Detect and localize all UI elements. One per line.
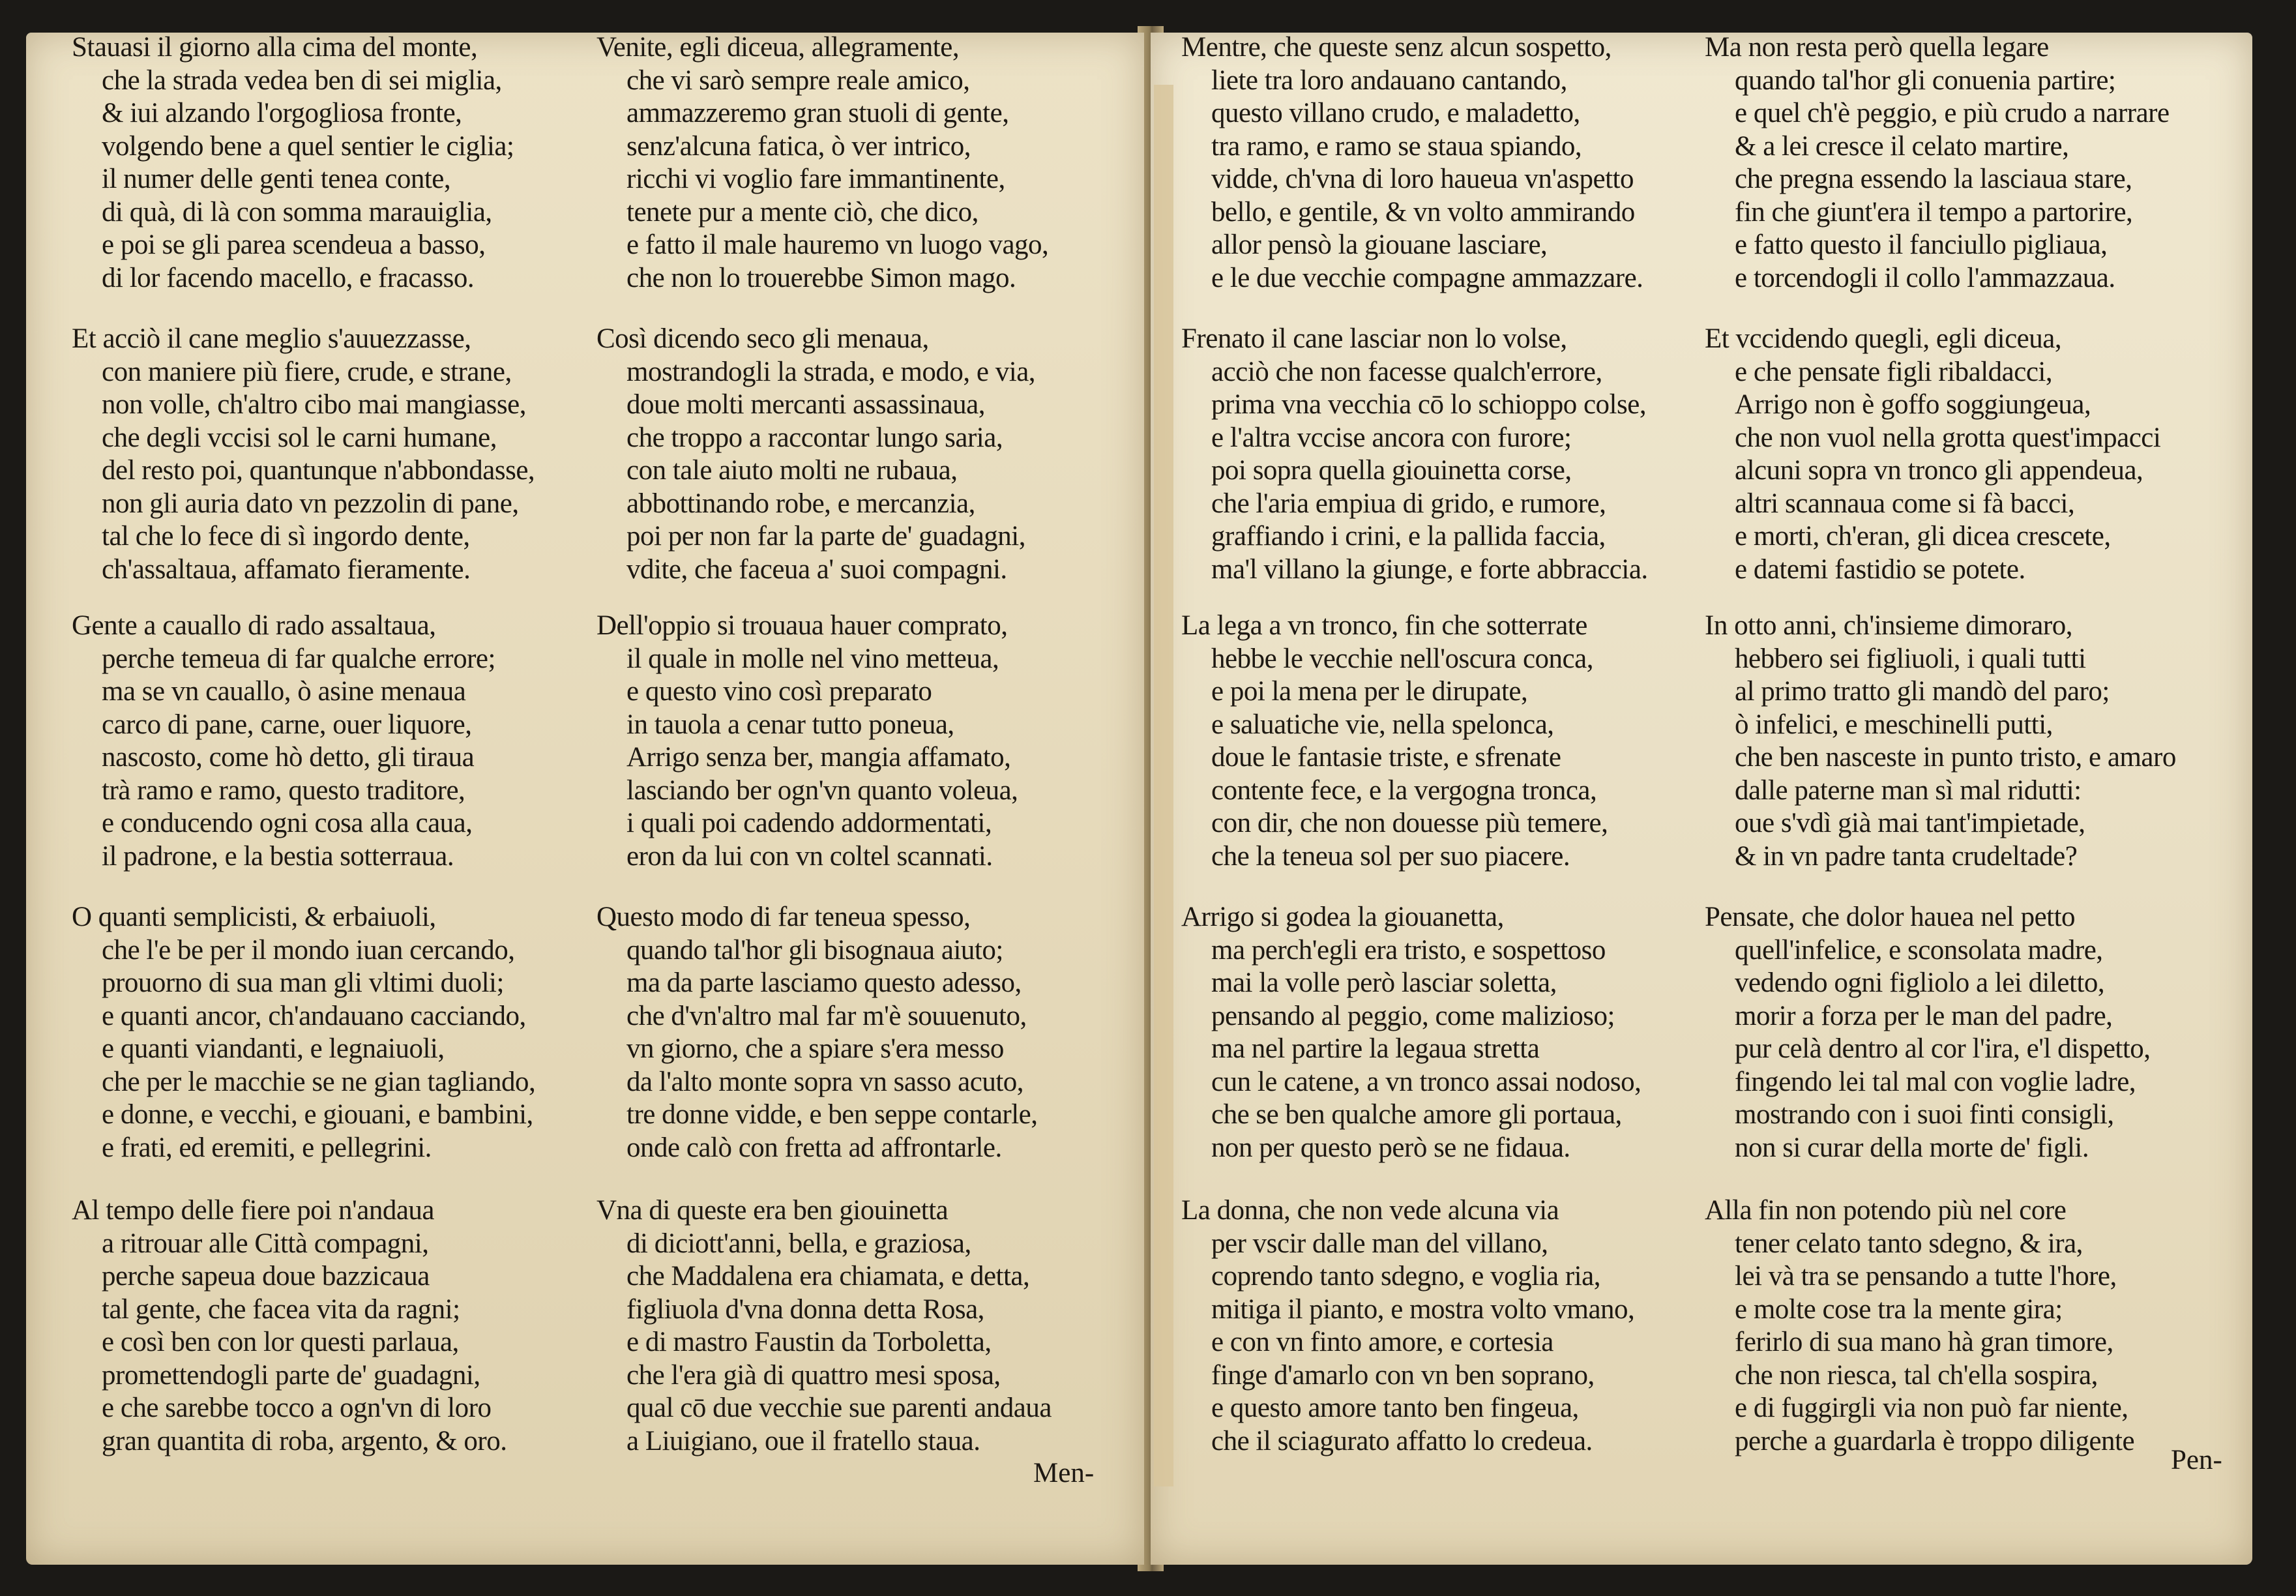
verse-line: mostrandogli la strada, e modo, e via, xyxy=(626,356,1036,387)
verse-line: che d'vn'altro mal far m'è souuenuto, xyxy=(626,1000,1027,1031)
verse-line: che la strada vedea ben di sei miglia, xyxy=(102,65,502,96)
verse-line: perche sapeua doue bazzicaua xyxy=(102,1261,430,1292)
verse-line: per vscir dalle man del villano, xyxy=(1211,1228,1548,1259)
verse-line: a Liuigiano, oue il fratello staua. xyxy=(626,1425,980,1456)
verse-line: ma da parte lasciamo questo adesso, xyxy=(626,968,1022,998)
verse-line: ma se vn cauallo, ò asine menaua xyxy=(102,676,466,707)
verse-line: contente fece, e la vergogna tronca, xyxy=(1211,775,1597,806)
stanza xyxy=(1181,610,1716,873)
verse-line: e di fuggirgli via non può far niente, xyxy=(1735,1393,2128,1423)
stanza xyxy=(1181,1194,1716,1458)
verse-line: Mentre, che queste senz alcun sospetto, xyxy=(1181,32,1612,63)
verse-line: questo villano crudo, e maladetto, xyxy=(1211,98,1580,128)
verse-line: e saluatiche vie, nella spelonca, xyxy=(1211,709,1554,740)
verse-line: fin che giunt'era il tempo a partorire, xyxy=(1735,196,2133,228)
verse-line: Venite, egli diceua, allegramente, xyxy=(596,32,960,63)
verse-line: vn giorno, che a spiare s'era messo xyxy=(626,1033,1004,1064)
verse-line: con maniere più fiere, crude, e strane, xyxy=(102,356,512,387)
verse-line: e questo vino così preparato xyxy=(626,676,932,707)
verse-line: Alla fin non potendo più nel core xyxy=(1705,1195,2067,1226)
verse-line: quell'infelice, e sconsolata madre, xyxy=(1735,934,2103,966)
verse-line: figliuola d'vna donna detta Rosa, xyxy=(626,1293,984,1325)
verse-line: e donne, e vecchi, e giouani, e bambini, xyxy=(102,1099,533,1130)
verse-line: tenete pur a mente ciò, che dico, xyxy=(626,196,979,228)
verse-line: che non lo trouerebbe Simon mago. xyxy=(626,262,1016,293)
verse-line: con dir, che non douesse più temere, xyxy=(1211,808,1608,838)
verse-line: allor pensò la giouane lasciare, xyxy=(1211,229,1548,260)
verse-line: tal che lo fece di sì ingordo dente, xyxy=(102,521,470,552)
verse-line: ma nel partire la legaua stretta xyxy=(1211,1033,1540,1064)
verse-line: non per questo però se ne fidaua. xyxy=(1211,1132,1570,1163)
verse-line: lasciando ber ogn'vn quanto voleua, xyxy=(626,775,1018,806)
verse-line: che l'e be per il mondo iuan cercando, xyxy=(102,934,515,966)
verse-line: vidde, ch'vna di loro haueua vn'aspetto xyxy=(1211,164,1634,194)
verse-line: Vna di queste era ben giouinetta xyxy=(596,1195,949,1226)
verse-line: qual cō due vecchie sue parenti andaua xyxy=(626,1393,1052,1423)
stanza xyxy=(72,901,606,1164)
stanza xyxy=(1181,323,1716,586)
verse-line: trà ramo e ramo, questo traditore, xyxy=(102,775,465,806)
verse-line: al primo tratto gli mandò del paro; xyxy=(1735,676,2110,707)
verse-line: e molte cose tra la mente gira; xyxy=(1735,1293,2063,1325)
verse-line: e che pensate figli ribaldacci, xyxy=(1735,356,2053,387)
verse-line: fingendo lei tal mal con voglie ladre, xyxy=(1735,1066,2136,1097)
stanza xyxy=(596,901,1131,1164)
verse-line: che la teneua sol per suo piacere. xyxy=(1211,840,1570,872)
stanza xyxy=(1705,610,2239,873)
verse-line: e quel ch'è peggio, e più crudo a narrare xyxy=(1735,98,2170,128)
verse-line: hebbero sei figliuoli, i quali tutti xyxy=(1735,643,2086,674)
verse-line: e di mastro Faustin da Torboletta, xyxy=(626,1327,992,1357)
verse-line: e così ben con lor questi parlaua, xyxy=(102,1327,459,1357)
verse-line: di lor facendo macello, e fracasso. xyxy=(102,262,475,293)
verse-line: che troppo a raccontar lungo saria, xyxy=(626,422,1003,453)
verse-line: e poi se gli parea scendeua a basso, xyxy=(102,229,486,260)
verse-line: doue le fantasie triste, e sfrenate xyxy=(1211,742,1561,773)
verse-line: e questo amore tanto ben fingeua, xyxy=(1211,1393,1579,1423)
verse-line: dalle paterne man sì mal ridutti: xyxy=(1735,775,2082,806)
verse-line: & iui alzando l'orgogliosa fronte, xyxy=(102,98,462,128)
stanza xyxy=(596,31,1131,295)
catchword: Men- xyxy=(1033,1458,1095,1488)
verse-line: cun le catene, a vn tronco assai nodoso, xyxy=(1211,1066,1641,1097)
verse-line: La donna, che non vede alcuna via xyxy=(1181,1195,1559,1226)
verse-line: e che sarebbe tocco a ogn'vn di loro xyxy=(102,1393,492,1423)
stanza xyxy=(1705,1194,2239,1458)
verse-line: il quale in molle nel vino metteua, xyxy=(626,643,999,674)
verse-line: Frenato il cane lasciar non lo volse, xyxy=(1181,323,1567,354)
stanza xyxy=(72,1194,606,1458)
verse-line: che per le macchie se ne gian tagliando, xyxy=(102,1066,536,1097)
verse-line: Stauasi il giorno alla cima del monte, xyxy=(72,32,478,63)
stanza xyxy=(1705,31,2239,295)
verse-line: Ma non resta però quella legare xyxy=(1705,32,2049,63)
verse-line: Arrigo si godea la giouanetta, xyxy=(1181,902,1504,932)
verse-line: mostrando con i suoi finti consigli, xyxy=(1735,1099,2114,1130)
verse-line: ferirlo di sua mano hà gran timore, xyxy=(1735,1327,2113,1357)
verse-line: e conducendo ogni cosa alla caua, xyxy=(102,808,473,838)
verse-line: non gli auria dato vn pezzolin di pane, xyxy=(102,488,519,519)
verse-line: La lega a vn tronco, fin che sotterrate xyxy=(1181,610,1587,641)
catchword: Pen- xyxy=(2171,1445,2222,1475)
verse-line: & in vn padre tanta crudeltade? xyxy=(1735,840,2078,872)
verse-line: quando tal'hor gli conuenia partire; xyxy=(1735,65,2116,96)
verse-line: pensando al peggio, come malizioso; xyxy=(1211,1000,1615,1031)
verse-line: e morti, ch'eran, gli dicea crescete, xyxy=(1735,521,2111,552)
verse-line: i quali poi cadendo addormentati, xyxy=(626,808,992,838)
verse-line: ma perch'egli era tristo, e sospettoso xyxy=(1211,934,1606,966)
verse-line: poi per non far la parte de' guadagni, xyxy=(626,521,1025,552)
verse-line: non volle, ch'altro cibo mai mangiasse, xyxy=(102,389,526,420)
verse-line: Et vccidendo quegli, egli diceua, xyxy=(1705,323,2062,354)
stanza xyxy=(596,323,1131,586)
stanza xyxy=(1705,323,2239,586)
verse-line: O quanti semplicisti, & erbaiuoli, xyxy=(72,902,436,932)
verse-line: graffiando i crini, e la pallida faccia, xyxy=(1211,521,1606,552)
verse-line: tre donne vidde, e ben seppe contarle, xyxy=(626,1099,1038,1130)
verse-line: nascosto, come hò detto, gli tiraua xyxy=(102,742,475,773)
verse-line: che se ben qualche amore gli portaua, xyxy=(1211,1099,1622,1130)
verse-line: alcuni sopra vn tronco gli appendeua, xyxy=(1735,455,2143,486)
verse-line: eron da lui con vn coltel scannati. xyxy=(626,840,993,872)
verse-line: e fatto questo il fanciullo pigliaua, xyxy=(1735,229,2108,260)
verse-line: e torcendogli il collo l'ammazzaua. xyxy=(1735,262,2115,293)
verse-line: che il sciagurato affatto lo credeua. xyxy=(1211,1425,1593,1456)
verse-line: In otto anni, ch'insieme dimoraro, xyxy=(1705,610,2072,641)
verse-line: Così dicendo seco gli menaua, xyxy=(596,323,929,354)
verse-line: bello, e gentile, & vn volto ammirando xyxy=(1211,196,1635,228)
verse-line: del resto poi, quantunque n'abbondasse, xyxy=(102,455,535,486)
verse-line: che l'era già di quattro mesi sposa, xyxy=(626,1359,1001,1391)
verse-line: e le due vecchie compagne ammazzare. xyxy=(1211,262,1643,293)
verse-line: di quà, di là con somma marauiglia, xyxy=(102,196,492,228)
verse-line: senz'alcuna fatica, ò ver intrico, xyxy=(626,130,971,162)
verse-line: a ritrouar alle Città compagni, xyxy=(102,1228,429,1259)
verse-line: e l'altra vccise ancora con furore; xyxy=(1211,422,1572,453)
verse-line: quando tal'hor gli bisognaua aiuto; xyxy=(626,934,1003,966)
verse-line: il padrone, e la bestia sotterraua. xyxy=(102,840,454,872)
verse-line: Questo modo di far teneua spesso, xyxy=(596,902,971,932)
verse-line: che Maddalena era chiamata, e detta, xyxy=(626,1261,1030,1292)
verse-line: hebbe le vecchie nell'oscura conca, xyxy=(1211,643,1593,674)
verse-line: di diciott'anni, bella, e graziosa, xyxy=(626,1228,971,1259)
verse-line: coprendo tanto sdegno, e voglia ria, xyxy=(1211,1261,1600,1292)
verse-line: perche temeua di far qualche errore; xyxy=(102,643,495,674)
verse-line: e datemi fastidio se potete. xyxy=(1735,554,2025,585)
verse-line: tal gente, che facea vita da ragni; xyxy=(102,1293,460,1325)
stanza xyxy=(596,1194,1131,1458)
stanza xyxy=(72,610,606,873)
verse-line: gran quantita di roba, argento, & oro. xyxy=(102,1425,507,1456)
verse-line: vdite, che faceua a' suoi compagni. xyxy=(626,554,1007,585)
verse-line: carco di pane, carne, ouer liquore, xyxy=(102,709,472,740)
verse-line: volgendo bene a quel sentier le ciglia; xyxy=(102,130,514,162)
verse-line: che l'aria empiua di grido, e rumore, xyxy=(1211,488,1606,519)
stanza xyxy=(596,610,1131,873)
verse-line: ò infelici, e meschinelli putti, xyxy=(1735,709,2053,740)
verse-line: & a lei cresce il celato martire, xyxy=(1735,130,2069,162)
stanza xyxy=(72,323,606,586)
verse-line: con tale aiuto molti ne rubaua, xyxy=(626,455,958,486)
verse-line: che ben nasceste in punto tristo, e amaro xyxy=(1735,742,2176,773)
verse-line: che non vuol nella grotta quest'impacci xyxy=(1735,422,2161,453)
verse-line: e poi la mena per le dirupate, xyxy=(1211,676,1528,707)
verse-line: che degli vccisi sol le carni humane, xyxy=(102,422,497,453)
verse-line: liete tra loro andauano cantando, xyxy=(1211,65,1567,96)
verse-line: Arrigo senza ber, mangia affamato, xyxy=(626,742,1011,773)
verse-line: tra ramo, e ramo se staua spiando, xyxy=(1211,130,1582,162)
verse-line: Et acciò il cane meglio s'auuezzasse, xyxy=(72,323,471,354)
stanza xyxy=(1181,901,1716,1164)
verse-line: Pensate, che dolor hauea nel petto xyxy=(1705,902,2076,932)
verse-line: che pregna essendo la lasciaua stare, xyxy=(1735,164,2132,194)
verse-line: e quanti viandanti, e legnaiuoli, xyxy=(102,1033,445,1064)
verse-line: non si curar della morte de' figli. xyxy=(1735,1132,2089,1163)
verse-line: ch'assaltaua, affamato fieramente. xyxy=(102,554,471,585)
verse-line: prouorno di sua man gli vltimi duoli; xyxy=(102,968,504,998)
page-edge-strip xyxy=(1154,85,1173,1486)
verse-line: mai la volle però lasciar soletta, xyxy=(1211,968,1557,998)
verse-line: in tauola a cenar tutto poneua, xyxy=(626,709,954,740)
verse-line: onde calò con fretta ad affrontarle. xyxy=(626,1132,1002,1163)
verse-line: che non riesca, tal ch'ella sospira, xyxy=(1735,1359,2098,1391)
verse-line: tener celato tanto sdegno, & ira, xyxy=(1735,1228,2083,1259)
verse-line: doue molti mercanti assassinaua, xyxy=(626,389,986,420)
verse-line: altri scannaua come si fà bacci, xyxy=(1735,488,2075,519)
verse-line: perche a guardarla è troppo diligente xyxy=(1735,1425,2135,1456)
verse-line: e con vn finto amore, e cortesia xyxy=(1211,1327,1553,1357)
verse-line: acciò che non facesse qualch'errore, xyxy=(1211,356,1602,387)
verse-line: da l'alto monte sopra vn sasso acuto, xyxy=(626,1066,1024,1097)
verse-line: Dell'oppio si trouaua hauer comprato, xyxy=(596,610,1008,641)
verse-line: promettendogli parte de' guadagni, xyxy=(102,1359,480,1391)
verse-line: e quanti ancor, ch'andauano cacciando, xyxy=(102,1000,526,1031)
verse-line: prima vna vecchia cō lo schioppo colse, xyxy=(1211,389,1647,420)
verse-line: e fatto il male hauremo vn luogo vago, xyxy=(626,229,1049,260)
verse-line: ammazzeremo gran stuoli di gente, xyxy=(626,98,1009,128)
stanza xyxy=(1705,901,2239,1164)
verse-line: vedendo ogni figliolo a lei diletto, xyxy=(1735,968,2105,998)
verse-line: che vi sarò sempre reale amico, xyxy=(626,65,970,96)
verse-line: mitiga il pianto, e mostra volto vmano, xyxy=(1211,1293,1635,1325)
stanza xyxy=(1181,31,1716,295)
verse-line: ma'l villano la giunge, e forte abbraccia. xyxy=(1211,554,1648,585)
verse-line: il numer delle genti tenea conte, xyxy=(102,164,451,194)
verse-line: Al tempo delle fiere poi n'andaua xyxy=(72,1195,435,1226)
verse-line: abbottinando robe, e mercanzia, xyxy=(626,488,975,519)
verse-line: e frati, ed eremiti, e pellegrini. xyxy=(102,1132,432,1163)
verse-line: morir a forza per le man del padre, xyxy=(1735,1000,2113,1031)
verse-line: ricchi vi voglio fare immantinente, xyxy=(626,164,1005,194)
verse-line: pur celà dentro al cor l'ira, e'l dispetto, xyxy=(1735,1033,2151,1064)
verse-line: oue s'vdì già mai tant'impietade, xyxy=(1735,808,2085,838)
verse-line: poi sopra quella giouinetta corse, xyxy=(1211,455,1572,486)
stanza xyxy=(72,31,606,295)
verse-line: finge d'amarlo con vn ben soprano, xyxy=(1211,1359,1595,1391)
verse-line: lei và tra se pensando a tutte l'hore, xyxy=(1735,1261,2117,1292)
verse-line: Gente a cauallo di rado assaltaua, xyxy=(72,610,436,641)
verse-line: Arrigo non è goffo soggiungeua, xyxy=(1735,389,2091,420)
